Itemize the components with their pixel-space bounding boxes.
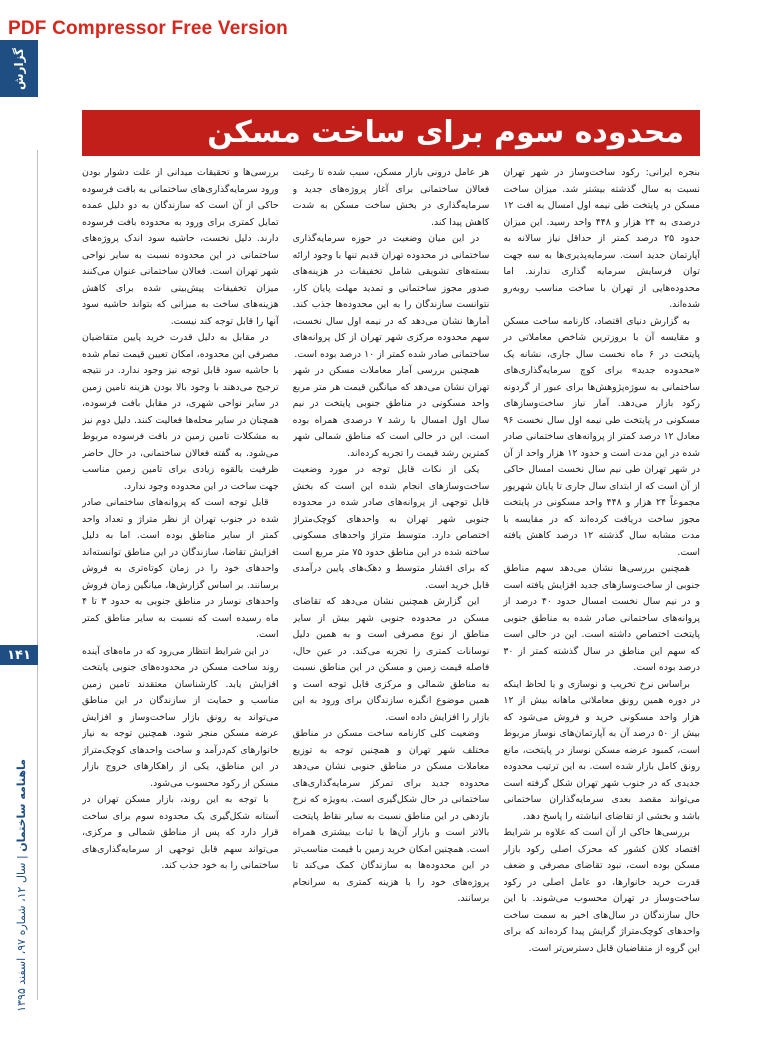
issue-credit bbox=[4, 758, 38, 1012]
issue-date: سال ۱۲، شماره ۹۷، اسفند ۱۳۹۵ bbox=[14, 862, 28, 1012]
paragraph: وضعیت کلی کارنامه ساخت مسکن در مناطق مختلف شهر تهران و همچنین توجه به توزیع معاملات مسکن در مناطق جنوبی نشان می‌دهد محدوده جدید برای تمرکز سرمایه‌گذاری‌های ساختمانی در حال شکل‌گیری است. به‌ویژه که نرخ بازدهی در این مناطق نسبت به سایر نقاط پایتخت بالاتر است و بازار آن‌ها با ثبات بیشتری همراه است. همچنین امکان خرید زمین با قیمت مناسب‌تر در این محدوده‌ها به سازندگان کمک می‌کند تا پروژه‌های خود را با هزینه کمتری به سرانجام برسانند. bbox=[292, 728, 490, 904]
article-title: محدوده سوم برای ساخت مسکن bbox=[207, 115, 684, 150]
watermark: PDF Compressor Free Version bbox=[8, 18, 288, 39]
paragraph: به گزارش دنیای اقتصاد، کارنامه ساخت مسکن و مقایسه آن با بروزترین شاخص معاملاتی در پایتخت در ۶ ماه نخست سال جاری، نشانه یک «محدوده جدید» برای کوچ سرمایه‌گذاری‌های ساختمانی به سوژه‌پژوهش‌ها برای عبور از گردونه رکود بازار می‌دهد. آمار نیاز ساخت‌وسازهای مسکونی در پایتخت طی نیمه اول سال نخست ۹۶ معادل ۱۲ درصد کمتر از پروانه‌های ساختمانی صادر شده در این مدت است و حدود ۱۲ هزار واحد از آن در شهر تهران طی نیم سال نخست امسال حاکی از آن است که از ابتدای سال جاری تا پایان شهریور مجموعاً ۲۴ هزار و ۴۴۸ واحد مسکونی در پایتخت مجوز ساخت دریافت کرده‌اند که در مقایسه با مدت مشابه سال گذشته ۱۲ درصد کاهش یافته است. bbox=[503, 315, 700, 558]
page-number: ۱۴۱ bbox=[7, 647, 31, 663]
magazine-name: ماهنامه ساختمان bbox=[14, 758, 28, 852]
column-left bbox=[82, 165, 279, 1023]
article-body bbox=[82, 165, 700, 1023]
paragraph: هر عامل درونی بازار مسکن، سبب شده تا رغبت فعالان ساختمانی برای آغاز پروژه‌های جدید و سرمایه‌گذاری در بخش ساخت مسکن به شدت کاهش پیدا کند. bbox=[292, 167, 490, 228]
paragraph: یکی از نکات قابل توجه در مورد وضعیت ساخت‌وسازهای انجام شده این است که بخش قابل توجهی از پروانه‌های صادر شده در محدوده جنوبی شهر تهران به واحدهای کوچک‌متراژ اختصاص دارد. متوسط متراژ واحدهای مسکونی ساخته شده در این مناطق حدود ۷۵ متر مربع است که برای اقشار متوسط و دهک‌های پایین درآمدی قابل خرید است. bbox=[292, 464, 490, 591]
paragraph: براساس نرخ تخریب و نوسازی و با لحاظ اینکه در دوره همین رونق معاملاتی ماهانه بیش از ۱۲ هزار واحد مسکونی خرید و فروش می‌شود که بیش از ۵۰ درصد آن به آپارتمان‌های نوساز مربوط است، کمبود عرضه مسکن نوساز در پایتخت، مانع رونق کامل بازار شده است. به این ترتیب محدوده جدیدی که در جنوب شهر تهران شکل گرفته است می‌تواند مقصد بعدی سرمایه‌گذاران ساختمانی باشد و بخشی از تقاضای انباشته را پاسخ دهد. bbox=[503, 678, 700, 822]
section-label: گزارش bbox=[12, 47, 26, 90]
paragraph: بررسی‌ها و تحقیقات میدانی از علت دشوار بودن ورود سرمایه‌گذاری‌های ساختمانی به بافت فرسوده حاکی از آن است که سازندگان به دو دلیل عمده تمایل کمتری برای ورود به محدوده بافت فرسوده دارند. دلیل نخست، حاشیه سود اندک پروژه‌های ساختمانی در این محدوده نسبت به سایر نواحی شهر تهران است. فعالان ساختمانی عنوان می‌کنند میزان تخفیفات پیش‌بینی شده برای کاهش هزینه‌های ساخت به میزانی که بتواند حاشیه سود آنها را قابل توجه کند نیست. bbox=[81, 167, 279, 327]
paragraph: با توجه به این روند، بازار مسکن تهران در آستانه شکل‌گیری یک محدوده سوم برای ساخت قرار دارد که پس از مناطق شمالی و مرکزی، می‌تواند سهم قابل توجهی از سرمایه‌گذاری‌های ساختمانی را به خود جذب کند. bbox=[81, 794, 279, 871]
paragraph: در این شرایط انتظار می‌رود که در ماه‌های آینده روند ساخت مسکن در محدوده‌های جنوبی پایتخت افزایش یابد. کارشناسان معتقدند تامین زمین مناسب و حمایت از سازندگان در این مناطق می‌تواند به رونق بازار ساخت‌وساز و افزایش عرضه مسکن منجر شود. همچنین توجه به نیاز خانوارهای کم‌درآمد و ساخت واحدهای کوچک‌متراژ در این مناطق، یکی از راهکارهای خروج بازار مسکن از رکود محسوب می‌شود. bbox=[81, 645, 279, 789]
issue-info: | bbox=[14, 854, 28, 863]
column-middle bbox=[293, 165, 490, 1023]
paragraph: همچنین بررسی‌ها نشان می‌دهد سهم مناطق جنوبی از ساخت‌وسازهای جدید افزایش یافته است و در نیم سال نخست امسال حدود ۴۰ درصد از پروانه‌های ساختمانی صادر شده به مناطق جنوبی پایتخت اختصاص داشته است. این در حالی است که سهم این مناطق در سال گذشته کمتر از ۳۰ درصد بوده است. bbox=[503, 563, 700, 673]
paragraph: در این میان وضعیت در حوزه سرمایه‌گذاری ساختمانی در محدوده تهران قدیم تنها با وجود ارائه بسته‌های تشویقی شامل تخفیفات در هزینه‌های صدور مجوز ساختمانی و تمدید مهلت پایان کار، نتوانست سازندگان را به این محدوده‌ها جذب کند. آمارها نشان می‌دهد که در نیمه اول سال نخست، سهم محدوده مرکزی شهر تهران از کل پروانه‌های ساختمانی صادر شده کمتر از ۱۰ درصد بوده است. bbox=[292, 233, 490, 360]
paragraph: همچنین بررسی آمار معاملات مسکن در شهر تهران نشان می‌دهد که میانگین قیمت هر متر مربع واحد مسکونی در مناطق جنوبی پایتخت در نیم سال اول امسال با رشد ۷ درصدی همراه بوده است. این در حالی است که مناطق شمالی شهر کمترین رشد قیمت را تجربه کرده‌اند. bbox=[292, 365, 490, 459]
paragraph: بررسی‌ها حاکی از آن است که علاوه بر شرایط اقتصاد کلان کشور که محرک اصلی رکود بازار مسکن بوده است، نبود تقاضای مصرفی و ضعف قدرت خرید خانوارها، دو عامل اصلی در رکود ساخت‌وساز در تهران محسوب می‌شوند. با این حال سازندگان در سال‌های اخیر به سمت ساخت واحدهای کوچک‌متراژ گرایش پیدا کرده‌اند که برای این گروه از متقاضیان قابل دسترس‌تر است. bbox=[503, 827, 700, 954]
paragraph: در مقابل به دلیل قدرت خرید پایین متقاضیان مصرفی این محدوده، امکان تعیین قیمت تمام شده با حاشیه سود قابل توجه نیز وجود ندارد. در نتیجه ترجیح می‌دهند با وجود بالا بودن هزینه تامین زمین در سایر نواحی شهری، در مقابل بافت فرسوده، همچنان در سایر محله‌ها فعالیت کنند. دلیل دوم نیز به مشکلات تامین زمین در بافت فرسوده مربوط می‌شود. به گفته فعالان ساختمانی، در حال حاضر ظرفیت بالقوه زیادی برای تامین زمین مناسب جهت ساخت در این محدوده وجود ندارد. bbox=[81, 332, 279, 492]
paragraph: این گزارش همچنین نشان می‌دهد که تقاضای مسکن در محدوده جنوبی شهر بیش از سایر مناطق از نوع مصرفی است و به همین دلیل نوسانات کمتری را تجربه می‌کند. در عین حال، فاصله قیمت زمین و مسکن در این مناطق نسبت به مناطق شمالی و مرکزی قابل توجه است و همین موضوع انگیزه سازندگان برای ورود به این بازار را افزایش داده است. bbox=[292, 596, 490, 723]
article-title-bar bbox=[82, 110, 700, 156]
paragraph: بنجره ایرانی: رکود ساخت‌وساز در شهر تهران نسبت به سال گذشته بیشتر شد. میزان ساخت مسکن در پایتخت طی نیمه اول امسال به افت ۱۲ درصدی به ۲۴ هزار و ۴۴۸ واحد رسید. این میزان حدود ۲۵ درصد کمتر از حداقل نیاز سالانه به آپارتمان جدید است. سرمایه‌پذیری‌ها به سه جهت توان فرسایش سرمایه گذاری ندارند. اما محدوده‌هایی از تهران با ساخت مناسب روبه‌رو شده‌اند. bbox=[503, 167, 700, 310]
page-number-box bbox=[0, 645, 38, 665]
section-band bbox=[0, 40, 38, 97]
column-right bbox=[503, 165, 700, 1023]
paragraph: قابل توجه است که پروانه‌های ساختمانی صادر شده در جنوب تهران از نظر متراژ و تعداد واحد کمتر از سایر مناطق بوده است. اما به دلیل افزایش تقاضا، سازندگان در این مناطق توانسته‌اند واحدهای خود را در زمان کوتاه‌تری به فروش برسانند. بر اساس گزارش‌ها، میانگین زمان فروش واحدهای نوساز در مناطق جنوبی به حدود ۳ تا ۴ ماه رسیده است که نسبت به سایر مناطق کمتر است. bbox=[81, 497, 279, 640]
